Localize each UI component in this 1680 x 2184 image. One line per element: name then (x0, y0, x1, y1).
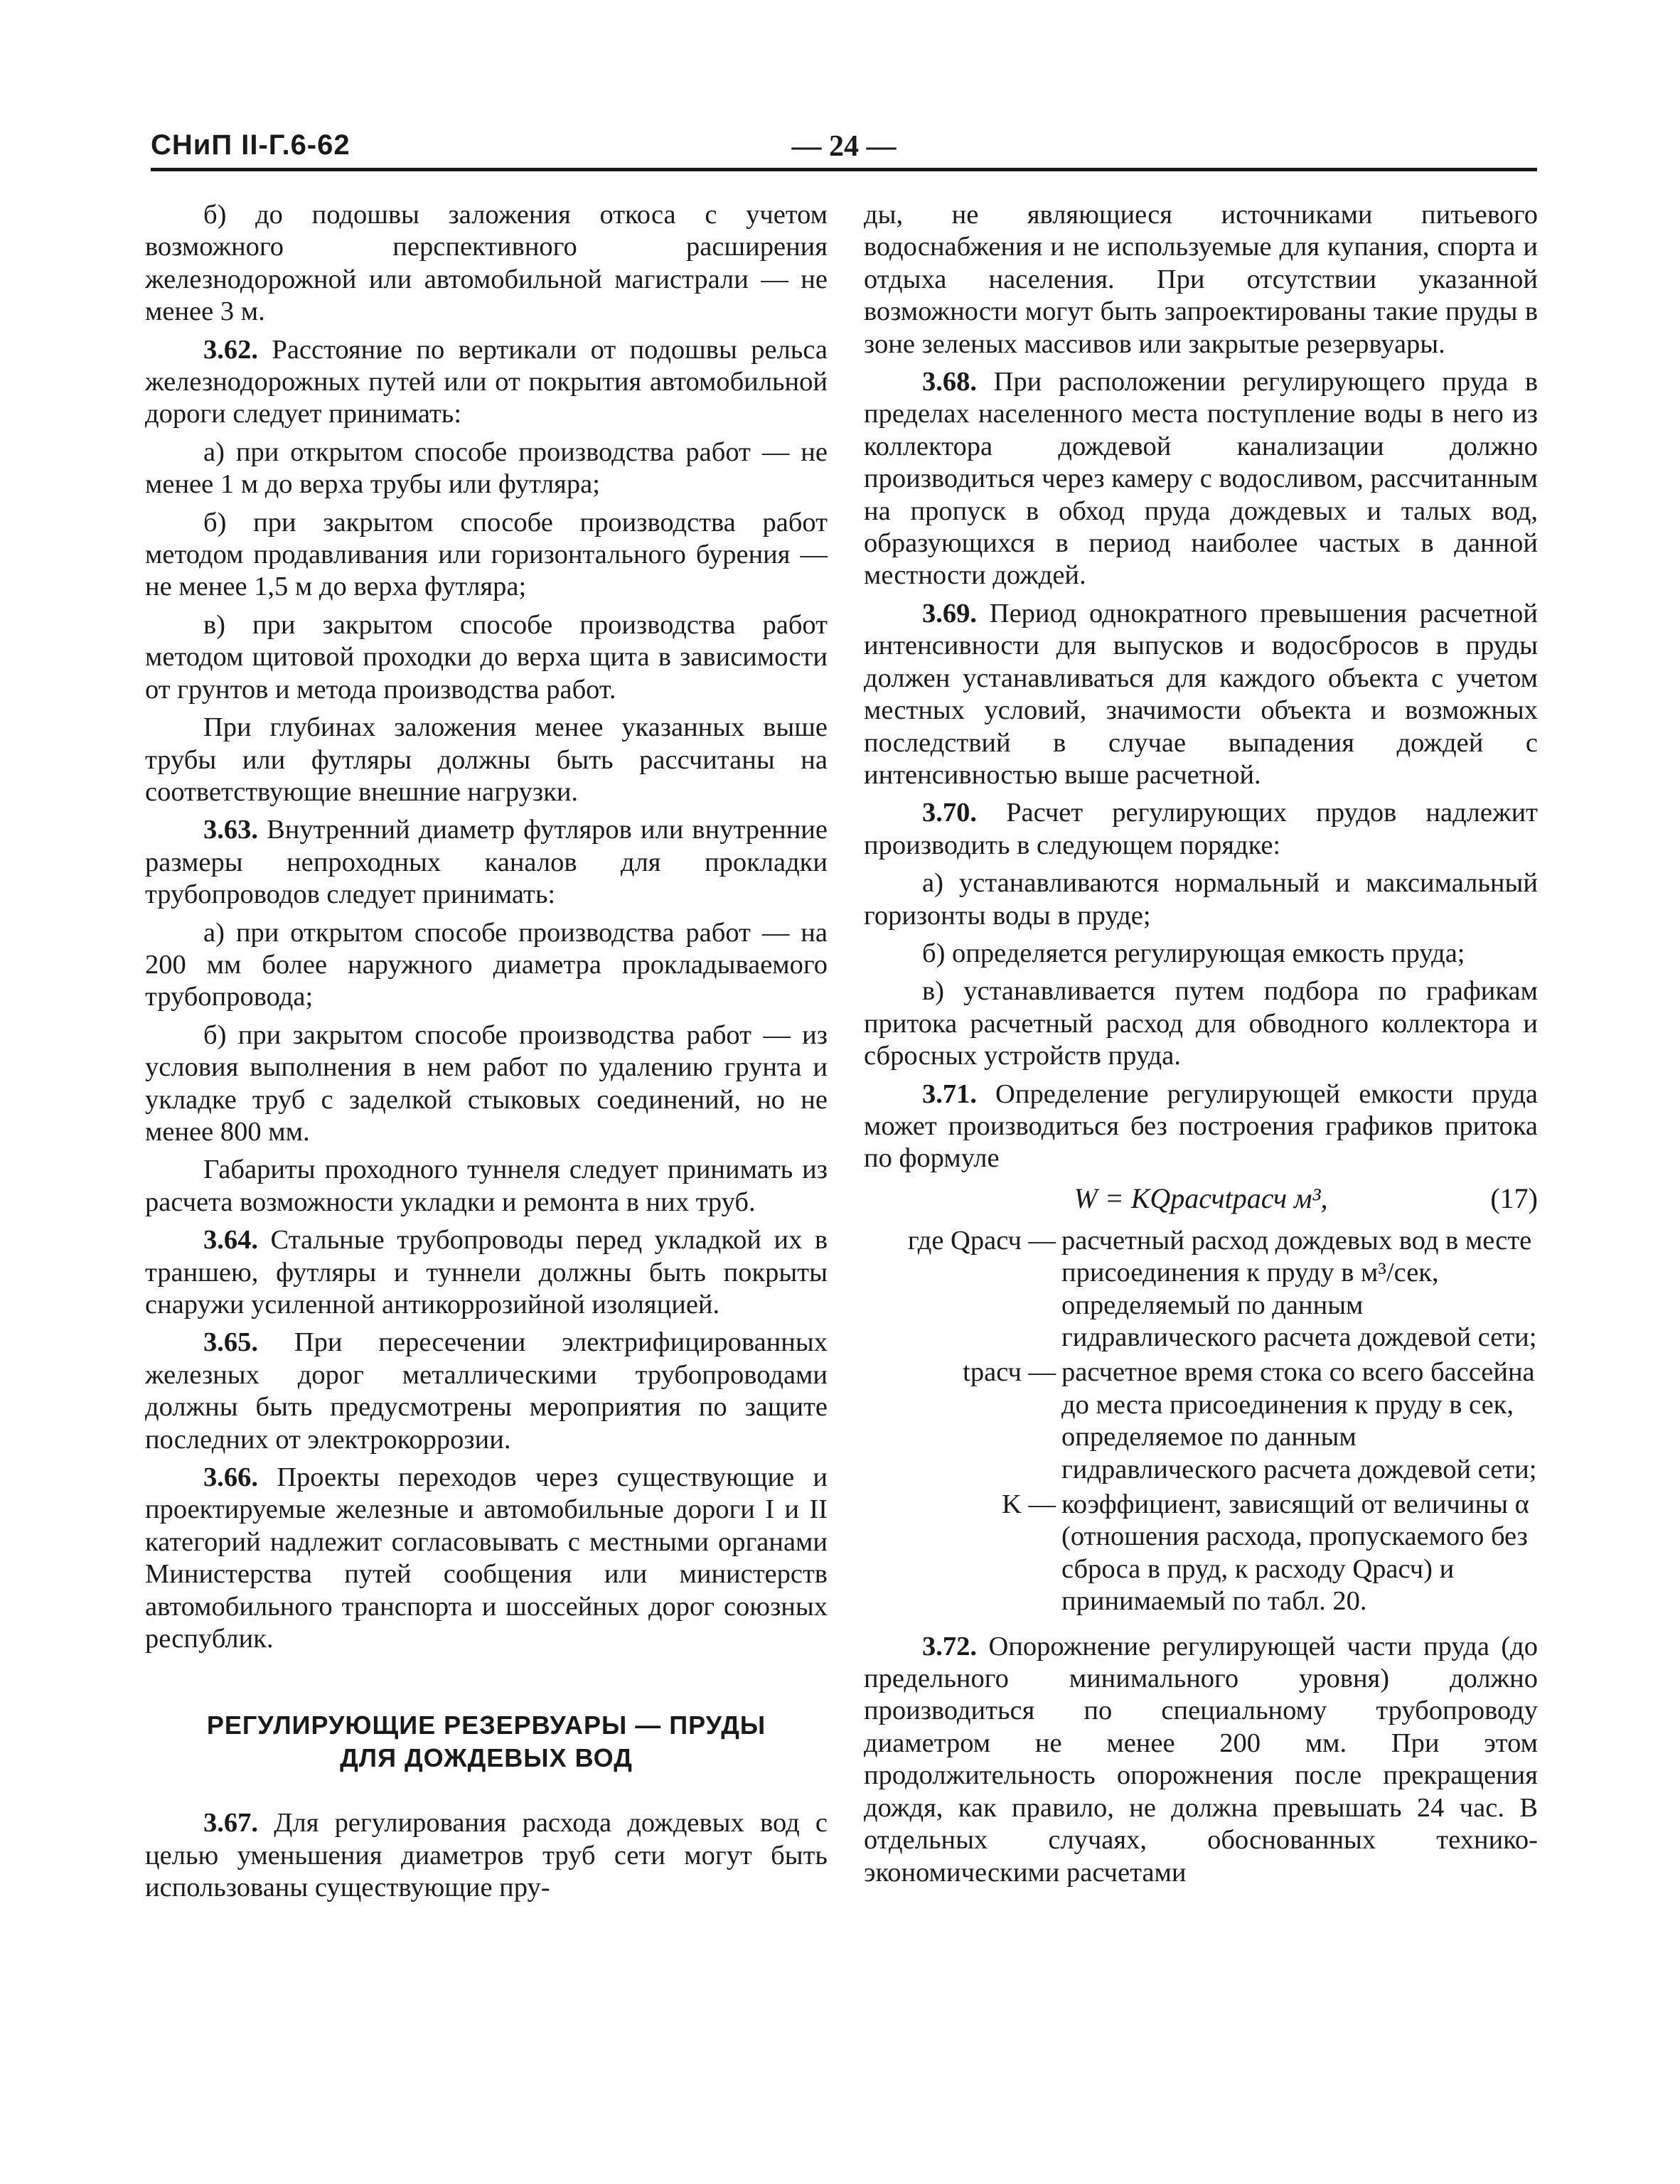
paragraph-3-70-c: в) устанавливается путем подбора по графикам притока расчетный расход для обводного коллектора и сбросных устройств пруда. (864, 976, 1538, 1071)
formula-17 (864, 1182, 1538, 1216)
paragraph-3-68 (864, 366, 1538, 592)
section-heading (145, 1709, 828, 1774)
paragraph-text: Проекты переходов через существующие и проектируемые железные и автомобильные дороги I и II категорий надлежит согласовывать с местными органами Министерства путей сообщения или министерств автомобильного транспорта и шоссейных дорог союзных республик. (145, 1462, 828, 1654)
paragraph-text: При пересечении электрифицированных железных дорог металлическими трубопроводами должны быть предусмотрены мероприятия по защите последних от электрокоррозии. (145, 1327, 828, 1455)
paragraph-3-62-a: а) при открытом способе производства работ — не менее 1 м до верха трубы или футляра; (145, 437, 828, 500)
paragraph-text: Стальные трубопроводы перед укладкой их в траншею, футляры и туннели должны быть покрыты снаружи усиленной антикоррозийной изоляцией. (145, 1225, 828, 1320)
paragraph-3-63-a: а) при открытом способе производства работ — на 200 мм более наружного диаметра прокладываемого трубопровода; (145, 917, 828, 1012)
definition-term-k: K — (1002, 1489, 1056, 1520)
definition-desc-t: расчетное время стока со всего бассейна до места присоединения к пруду в сек, определяемое по данным гидравлического расчета дождевой сети; (1061, 1357, 1537, 1484)
paragraph-3-62-c: в) при закрытом способе производства работ методом щитовой проходки до верха щита в зависимости от грунтов и метода производства работ. (145, 609, 828, 705)
section-heading-line-2: ДЛЯ ДОЖДЕВЫХ ВОД (340, 1743, 633, 1773)
clause-number: 3.68. (922, 367, 977, 397)
paragraph-3-63-b: б) при закрытом способе производства работ — из условия выполнения в нем работ по удалению грунта и укладке труб с заделкой стыковых соединений, но не менее 800 мм. (145, 1019, 828, 1147)
definition-term-t: tрасч — (963, 1357, 1056, 1388)
definition-desc-k: коэффициент, зависящий от величины α (отношения расхода, пропускаемого без сброса в пруд, к расходу Qрасч) и принимаемый по табл. 20. (1061, 1489, 1529, 1617)
paragraph-3-61-b: б) до подошвы заложения откоса с учетом возможного перспективного расширения железнодорожной или автомобильной магистрали — не менее 3 м. (145, 200, 828, 327)
clause-number: 3.65. (203, 1327, 258, 1358)
definition-desc-q: расчетный расход дождевых вод в месте присоединения к пруду в м³/сек, определяемый по данным гидравлического расчета дождевой сети; (1061, 1225, 1537, 1352)
paragraph-3-70-b: б) определяется регулирующая емкость пруда; (922, 938, 1465, 968)
paragraph-3-71 (864, 1078, 1538, 1175)
right-column (864, 199, 1538, 1895)
formula-number: (17) (1490, 1182, 1538, 1214)
page-header (151, 129, 1537, 165)
paragraph-3-65 (145, 1327, 828, 1456)
left-column (145, 199, 828, 1910)
definition-term-q: где Qрасч — (907, 1225, 1056, 1256)
clause-number: 3.72. (922, 1631, 977, 1661)
formula-definitions (864, 1225, 1538, 1621)
paragraph-text: Период однократного превышения расчетной интенсивности для выпусков и водосбросов в пруды должен устанавливаться для каждого объекта с учетом местных условий, значимости объекта и возможных последствий в случае выпадения дождей с интенсивностью выше расчетной. (864, 598, 1539, 790)
paragraph-text: Расстояние по вертикали от подошвы рельса железнодорожных путей или от покрытия автомобильной дороги следует принимать: (145, 334, 828, 429)
paragraph-3-69 (864, 598, 1538, 791)
clause-number: 3.62. (203, 334, 258, 365)
page-number: — 24 — (791, 130, 897, 163)
paragraph-text: Внутренний диаметр футляров или внутренние размеры непроходных каналов для прокладки трубопроводов следует принимать: (145, 815, 828, 910)
clause-number: 3.71. (922, 1078, 977, 1109)
paragraph-3-72 (864, 1631, 1538, 1889)
paragraph-3-66 (145, 1462, 828, 1655)
paragraph-3-70-a: а) устанавливаются нормальный и максимальный горизонты воды в пруде; (864, 868, 1538, 931)
clause-number: 3.64. (203, 1225, 258, 1256)
clause-number: 3.70. (922, 798, 977, 828)
paragraph-text: Определение регулирующей емкости пруда может производиться без построения графиков притока по формуле (864, 1078, 1538, 1174)
paragraph-text: Расчет регулирующих прудов надлежит производить в следующем порядке: (864, 798, 1538, 860)
section-heading-line-1: РЕГУЛИРУЮЩИЕ РЕЗЕРВУАРЫ — ПРУДЫ (206, 1711, 766, 1740)
paragraph-3-63 (145, 814, 828, 911)
clause-number: 3.63. (203, 815, 258, 845)
header-rule (151, 168, 1537, 171)
paragraph-3-62-b: б) при закрытом способе производства работ методом продавливания или горизонтального бурения — не менее 1,5 м до верха футляра; (145, 507, 828, 602)
paragraph-3-62 (145, 334, 828, 431)
paragraph-3-67 (145, 1807, 828, 1904)
paragraph-3-64 (145, 1224, 828, 1321)
paragraph-3-70 (864, 797, 1538, 862)
paragraph-3-62-note: При глубинах заложения менее указанных выше трубы или футляры должны быть рассчитаны на соответствующие внешние нагрузки. (145, 712, 828, 807)
paragraph-text: При расположении регулирующего пруда в пределах населенного места поступление воды в него из коллектора дождевой канализации должно производиться через камеру с водосливом, рассчитанным на пропуск в обход пруда дождевых и талых вод, образующихся в период наиболее частых в данной местности дождей. (864, 367, 1538, 591)
clause-number: 3.67. (203, 1808, 258, 1838)
formula-expression: W = KQрасчtрасч м³, (1074, 1182, 1328, 1214)
document-code: СНиП II-Г.6-62 (151, 129, 351, 161)
clause-number: 3.66. (203, 1462, 258, 1493)
paragraph-3-67-continued: ды, не являющиеся источниками питьевого водоснабжения и не используемые для купания, спорта и отдыха населения. При отсутствии указанной возможности могут быть запроектированы такие пруды в зоне зеленых массивов или закрытые резервуары. (864, 200, 1538, 359)
clause-number: 3.69. (922, 598, 977, 628)
paragraph-3-63-note: Габариты проходного туннеля следует принимать из расчета возможности укладки и ремонта в них труб. (145, 1155, 828, 1217)
paragraph-text: Для регулирования расхода дождевых вод с целью уменьшения диаметров труб сети могут быть использованы существующие пру- (145, 1808, 828, 1903)
paragraph-text: Опорожнение регулирующей части пруда (до предельного минимального уровня) должно производиться по специальному трубопроводу диаметром не менее 200 мм. При этом продолжительность опорожнения после прекращения дождя, как правило, не должна превышать 24 час. В отдельных случаях, обоснованных технико-экономическими расчетами (864, 1631, 1539, 1888)
